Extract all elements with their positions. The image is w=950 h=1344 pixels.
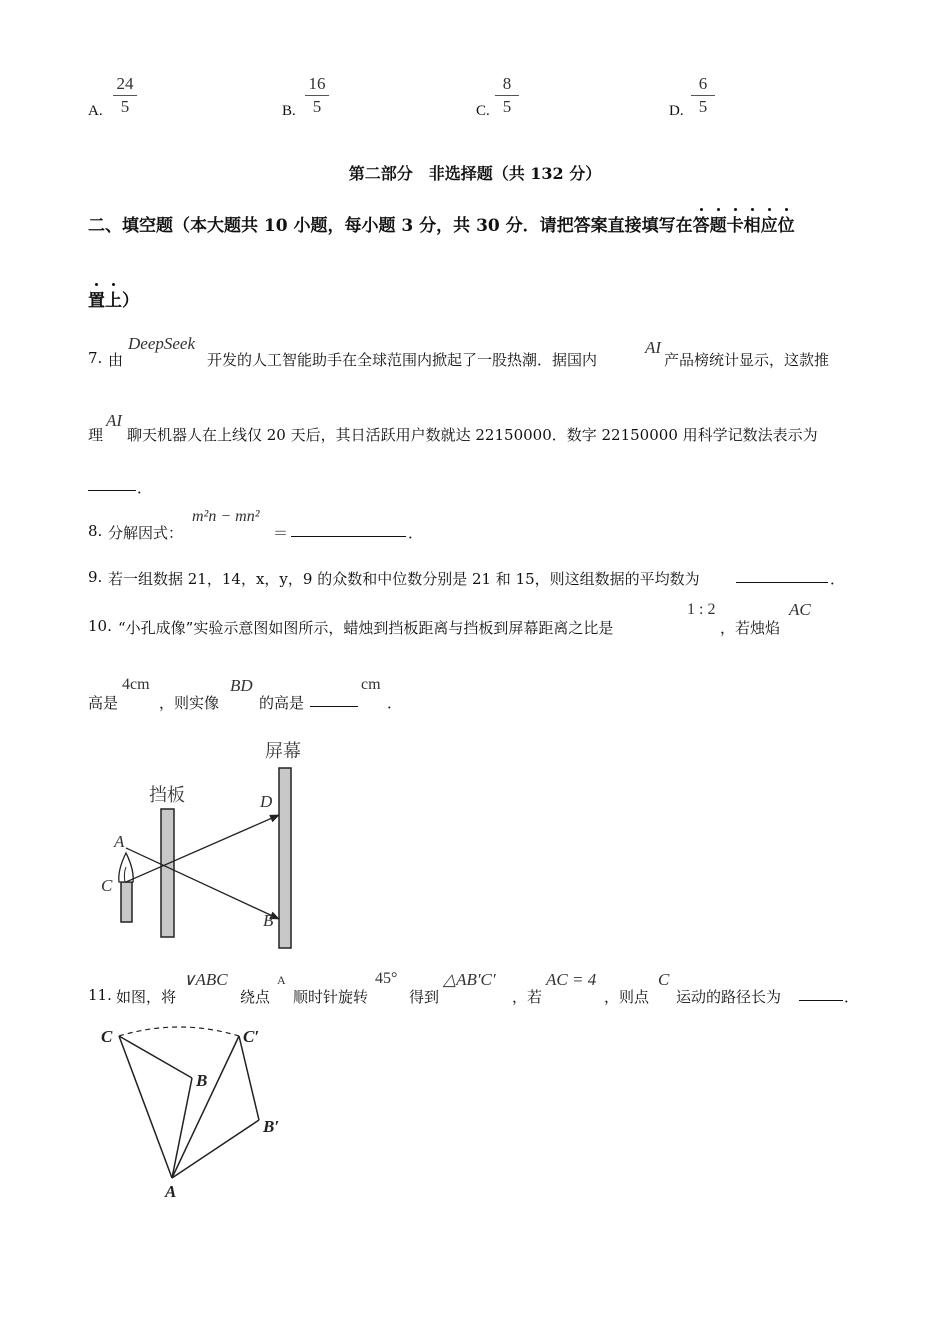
q11-text-7: 运动的路径长为 xyxy=(676,988,782,1006)
q7-text-5: 聊天机器人在上线仅 20 天后，其日活跃用户数就达 22150000．数字 22150000 用科学记数法表示为 xyxy=(127,426,818,444)
option-b-denominator: 5 xyxy=(312,97,322,116)
option-d-numerator: 6 xyxy=(698,74,708,93)
section2-heading-close: ） xyxy=(122,291,139,311)
q7-math-ai-1: AI xyxy=(645,338,662,357)
segment-ba xyxy=(172,1078,192,1178)
ray-c-to-d xyxy=(126,815,279,882)
option-a-denominator: 5 xyxy=(120,97,130,116)
q9-end: ． xyxy=(830,570,846,588)
emph-char: 位 xyxy=(778,216,795,236)
segment-cb-prime xyxy=(239,1036,259,1120)
emph-char: 上 xyxy=(105,291,122,311)
option-b-fraction xyxy=(305,74,329,117)
q7-end: ． xyxy=(137,479,153,497)
q7-text-1: 由 xyxy=(108,351,124,369)
q10-number: 10. xyxy=(88,617,112,635)
option-d-fraction xyxy=(691,74,715,117)
option-b-numerator: 16 xyxy=(308,74,326,93)
q8-answer-blank[interactable] xyxy=(291,522,406,541)
ray-a-to-b xyxy=(126,848,279,919)
q11-math-abc: ∨ABC xyxy=(183,970,228,989)
segment-ac xyxy=(119,1036,172,1178)
q7-math-ai-2: AI xyxy=(106,411,123,430)
q11-math-ac-equals: AC = 4 xyxy=(546,970,597,989)
q10-text-1: “小孔成像”实验示意图如图所示，蜡烛到挡板距离与挡板到屏幕距离之比是 xyxy=(118,619,614,637)
option-a-label: A. xyxy=(88,103,103,119)
pinhole-diagram xyxy=(95,735,335,955)
option-a-fraction xyxy=(113,74,137,117)
q11-end: ． xyxy=(844,988,860,1006)
q11-text-3: 顺时针旋转 xyxy=(293,988,369,1006)
segment-cb xyxy=(119,1036,192,1078)
segment-ac-prime xyxy=(172,1036,239,1178)
q11-math-a: A xyxy=(277,973,286,987)
q10-value-4cm: 4cm xyxy=(122,676,150,693)
candle-body xyxy=(121,882,132,922)
label-b: B xyxy=(196,1071,208,1090)
q9-answer-blank[interactable] xyxy=(736,568,828,587)
q7-number: 7. xyxy=(88,349,103,367)
q7-text-4: 理 xyxy=(88,426,104,444)
option-a-numerator: 24 xyxy=(116,74,134,93)
emph-char: 相 xyxy=(744,216,761,236)
q11-answer-blank[interactable] xyxy=(799,986,843,1005)
option-c-denominator: 5 xyxy=(502,97,512,116)
emph-char: 题 xyxy=(710,216,727,236)
q11-math-c: C xyxy=(658,970,670,989)
option-c-fraction xyxy=(495,74,519,117)
q10-ratio: 1 : 2 xyxy=(687,601,716,618)
q8-number: 8. xyxy=(88,522,103,540)
q8-equals: ＝ xyxy=(273,524,289,542)
section2-heading-line1 xyxy=(88,211,795,236)
option-c-label: C. xyxy=(476,103,490,119)
q7-text-3: 产品榜统计显示，这款推 xyxy=(664,351,830,369)
board-bar xyxy=(161,809,174,937)
q10-text-2: ，若烛焰 xyxy=(720,619,781,637)
q7-text-2: 开发的人工智能助手在全球范围内掀起了一股热潮．据国内 xyxy=(207,351,598,369)
q11-text-6: ，则点 xyxy=(604,988,650,1006)
emph-char: 应 xyxy=(761,216,778,236)
q10-text-3: 高是 xyxy=(88,694,119,712)
q9-text: 若一组数据 21，14，x，y，9 的众数和中位数分别是 21 和 15，则这组数据的平均数为 xyxy=(108,570,700,588)
screen-bar xyxy=(279,768,291,948)
q11-text-1: 如图，将 xyxy=(116,988,177,1006)
q11-number: 11. xyxy=(88,986,112,1004)
point-c-label: C xyxy=(101,876,113,895)
q11-text-4: 得到 xyxy=(409,988,440,1006)
label-c: C xyxy=(101,1027,113,1046)
emph-char: 置 xyxy=(88,291,105,311)
q8-end: ． xyxy=(408,524,424,542)
screen-label: 屏幕 xyxy=(265,741,301,761)
q10-end: ． xyxy=(387,694,403,712)
q10-text-5: 的高是 xyxy=(259,694,305,712)
q11-angle: 45° xyxy=(375,970,398,987)
board-label: 挡板 xyxy=(149,785,185,805)
emph-char: 答 xyxy=(693,216,710,236)
emph-char: 卡 xyxy=(727,216,744,236)
section2-heading-prefix: 二、填空题（本大题共 10 小题，每小题 3 分，共 30 分．请把答案直接填写在 xyxy=(88,216,693,236)
q11-text-2: 绕点 xyxy=(240,988,271,1006)
q10-math-ac: AC xyxy=(789,600,811,619)
option-b-label: B. xyxy=(282,103,296,119)
q8-text: 分解因式： xyxy=(108,524,184,542)
q7-math-deepseek: DeepSeek xyxy=(128,334,196,353)
q11-math-abc-prime: △AB′C′ xyxy=(443,970,496,989)
q7-answer-blank[interactable] xyxy=(88,476,136,495)
point-d-label: D xyxy=(260,792,273,811)
option-d-denominator: 5 xyxy=(698,97,708,116)
option-c-numerator: 8 xyxy=(502,74,512,93)
section2-heading-line2 xyxy=(88,286,139,311)
point-b-label: B xyxy=(263,911,274,930)
option-d-label: D. xyxy=(669,103,684,119)
point-a-label: A xyxy=(114,832,125,851)
rotation-arc xyxy=(119,1027,239,1036)
q8-expression: m²n − mn² xyxy=(192,508,260,525)
q10-unit-cm: cm xyxy=(361,676,381,693)
q10-text-4: ，则实像 xyxy=(159,694,220,712)
rotation-diagram xyxy=(95,1020,295,1205)
label-a: A xyxy=(165,1182,177,1201)
q10-math-bd: BD xyxy=(230,676,253,695)
q10-answer-blank[interactable] xyxy=(310,692,358,711)
q9-number: 9. xyxy=(88,568,103,586)
label-b-prime: B′ xyxy=(263,1117,280,1136)
part2-title: 第二部分 非选择题（共 132 分） xyxy=(348,164,602,183)
q11-text-5: ，若 xyxy=(512,988,543,1006)
label-c-prime: C′ xyxy=(243,1027,260,1046)
